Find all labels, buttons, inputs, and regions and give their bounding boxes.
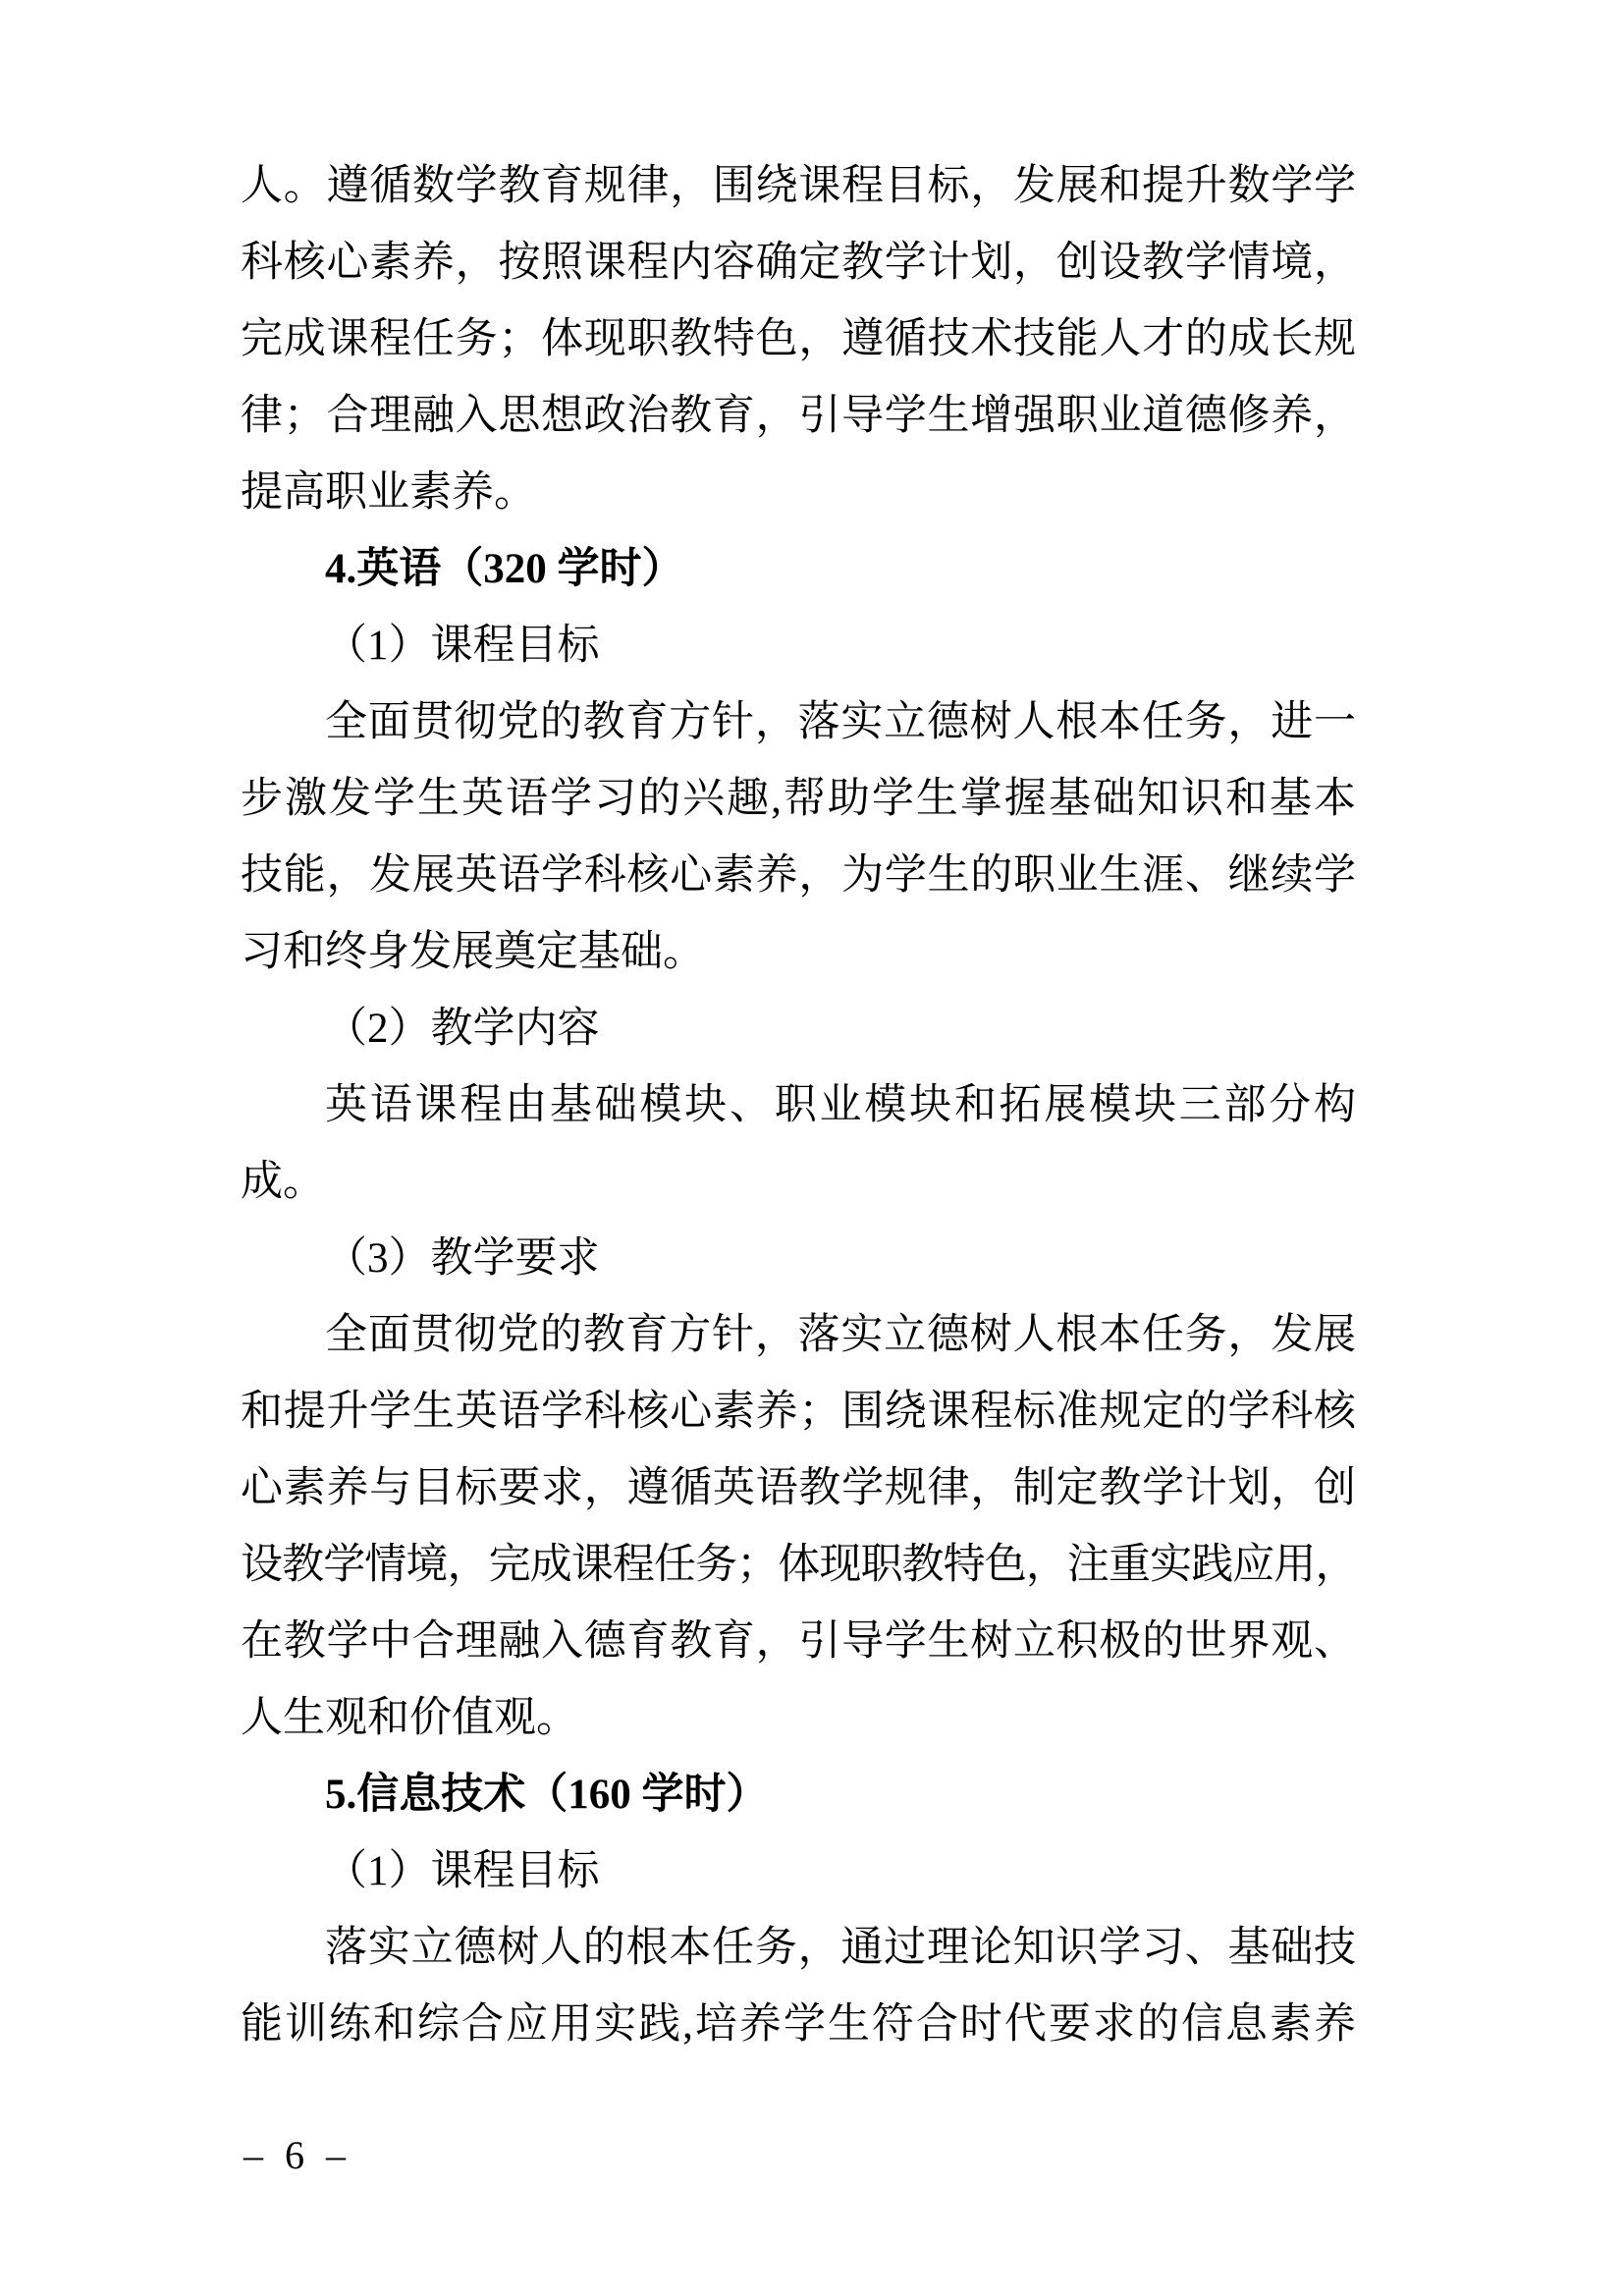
paragraph-line: 设教学情境，完成课程任务；体现职教特色，注重实践应用， [241,1542,1356,1588]
paragraph-line: 在教学中合理融入德育教育，引导学生树立积极的世界观、 [241,1618,1356,1665]
subheading-teaching-content: （2）教学内容 [325,1006,600,1052]
paragraph-line: 律；合理融入思想政治教育，引导学生增强职业道德修养， [241,393,1356,439]
paragraph-line: 提高职业素养。 [241,469,536,516]
page-number-left-dash: – [243,2133,265,2177]
paragraph-line: 和提升学生英语学科核心素养；围绕课程标准规定的学科核 [241,1389,1356,1435]
paragraph-line: 步激发学生英语学习的兴趣,帮助学生掌握基础知识和基本 [241,776,1356,822]
paragraph-line: 全面贯彻党的教育方针，落实立德树人根本任务，发展 [325,1312,1356,1358]
paragraph-line: 技能，发展英语学科核心素养，为学生的职业生涯、继续学 [241,852,1356,899]
subheading-course-objectives: （1）课程目标 [325,623,600,669]
paragraph-line: 全面贯彻党的教育方针，落实立德树人根本任务，进一 [325,699,1356,745]
page-number-right-dash: – [326,2133,348,2177]
paragraph-line: 科核心素养，按照课程内容确定教学计划，创设教学情境， [241,240,1356,286]
paragraph-line: 成。 [241,1159,325,1205]
paragraph-line: 人。遵循数学教育规律，围绕课程目标，发展和提升数学学 [241,163,1356,209]
paragraph-line: 心素养与目标要求，遵循英语教学规律，制定教学计划，创 [241,1465,1356,1511]
page-number [243,2121,348,2190]
document-body [241,148,1356,2063]
paragraph-line: 英语课程由基础模块、职业模块和拓展模块三部分构 [325,1082,1356,1128]
subheading-teaching-requirements: （3）教学要求 [325,1235,600,1282]
paragraph-line: 落实立德树人的根本任务，通过理论知识学习、基础技 [325,1925,1356,1971]
paragraph-line: 人生观和价值观。 [241,1695,578,1741]
paragraph-line: 习和终身发展奠定基础。 [241,929,705,975]
paragraph-line: 完成课程任务；体现职教特色，遵循技术技能人才的成长规 [241,316,1356,362]
paragraph-line: 能训练和综合应用实践,培养学生符合时代要求的信息素养 [241,2001,1356,2048]
subheading-course-objectives: （1）课程目标 [325,1848,600,1894]
heading-english-course: 4.英语（320 学时） [325,546,684,592]
heading-information-technology-course: 5.信息技术（160 学时） [325,1772,769,1818]
page-number-value: 6 [285,2133,306,2177]
